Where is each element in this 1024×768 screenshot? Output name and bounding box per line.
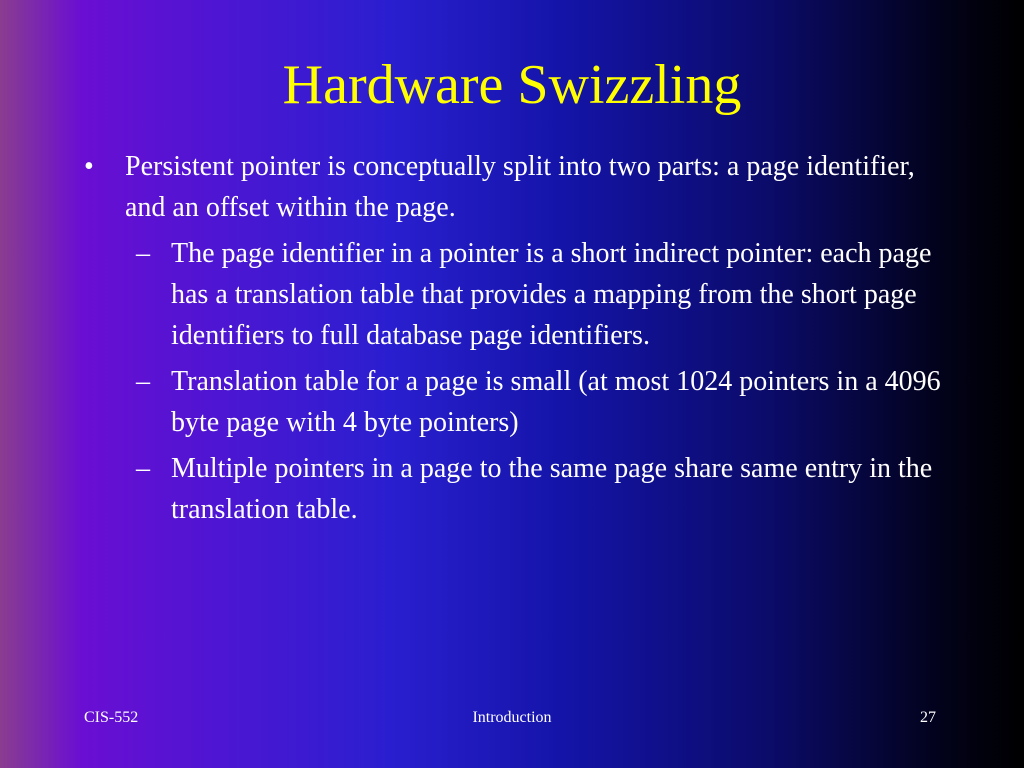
dash-marker: –	[136, 453, 150, 484]
sub-bullet-list	[84, 233, 954, 530]
sub-bullet-text: The page identifier in a pointer is a short indirect pointer: each page has a translation table that provides a mapping from the short page identifiers to full database page identifiers.	[171, 238, 932, 351]
sub-bullet-item	[84, 361, 954, 443]
slide-content	[84, 146, 954, 535]
sub-bullet-text: Translation table for a page is small (at most 1024 pointers in a 4096 byte page with 4 byte pointers)	[171, 366, 941, 438]
bullet-marker: •	[84, 151, 94, 182]
sub-bullet-item	[84, 448, 954, 530]
dash-marker: –	[136, 366, 150, 397]
dash-marker: –	[136, 238, 150, 269]
slide-title: Hardware Swizzling	[282, 54, 742, 116]
bullet-item	[84, 146, 954, 228]
sub-bullet-text: Multiple pointers in a page to the same page share same entry in the translation table.	[171, 453, 933, 525]
footer-course-code: CIS-552	[84, 709, 139, 726]
sub-bullet-item	[84, 233, 954, 356]
footer-section-title: Introduction	[472, 709, 552, 726]
bullet-text: Persistent pointer is conceptually split into two parts: a page identifier, and an offset within the page.	[125, 151, 915, 223]
footer-page-number: 27	[920, 709, 936, 726]
